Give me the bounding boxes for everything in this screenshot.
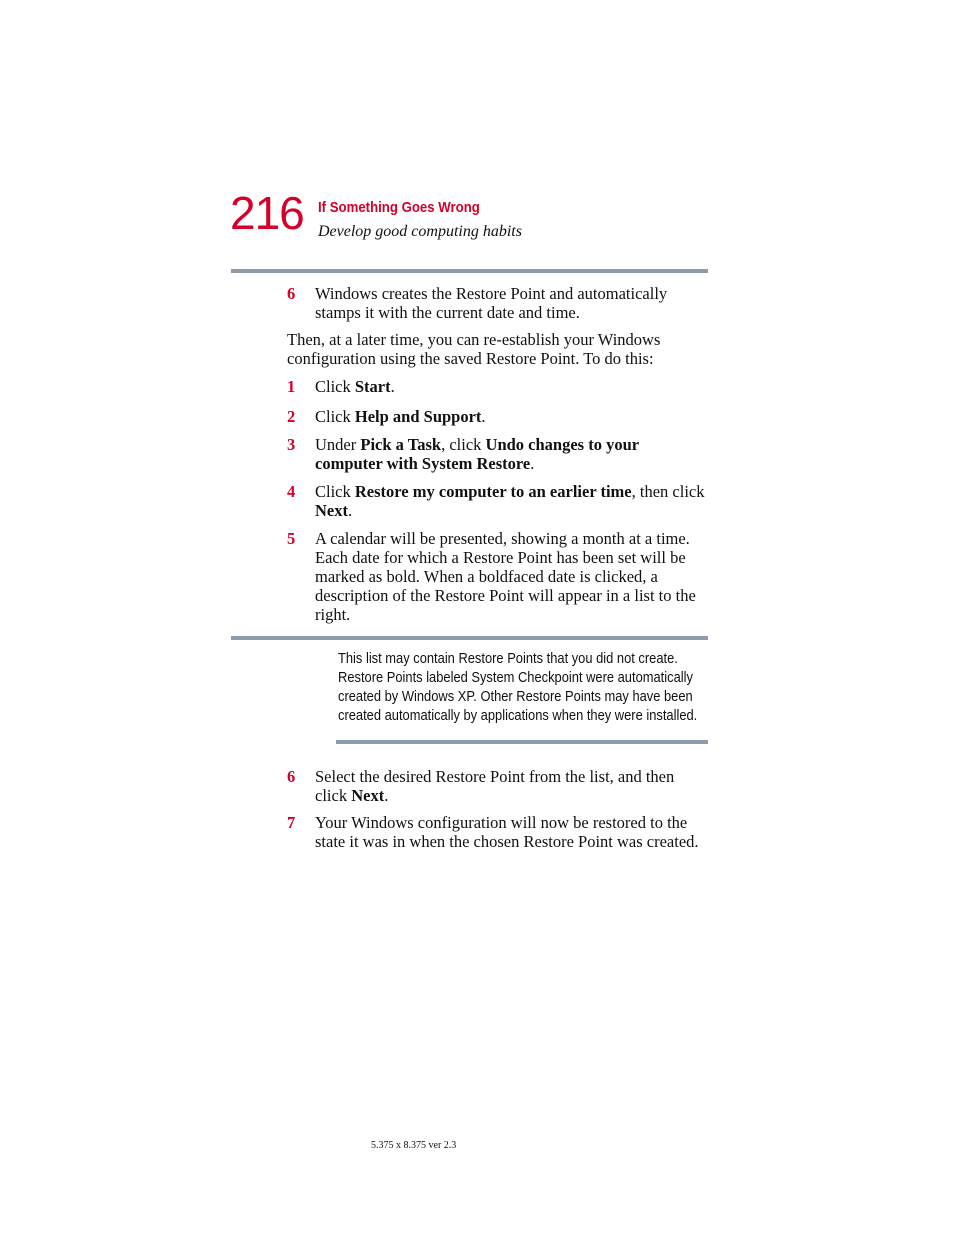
footer-version: 5.375 x 8.375 ver 2.3 (371, 1140, 457, 1151)
step-text: Select the desired Restore Point from the list, and then click Next. (315, 767, 675, 805)
step-text: A calendar will be presented, showing a month at a time. Each date for which a Restore Point has been set will be marked as bold. When a boldfaced date is clicked, a description of the Restore Point will appear in a list to the right. (315, 529, 696, 624)
step-number: 5 (287, 529, 296, 548)
step-item (287, 482, 708, 520)
note-divider-bottom (336, 740, 708, 744)
note-text: This list may contain Restore Points that you did not create. Restore Points labeled System Checkpoint were automatically created by Windows XP. Other Restore Points may have been created automatically by applications when they were installed. (338, 650, 698, 724)
step-number: 6 (287, 767, 296, 786)
top-divider (231, 269, 708, 273)
step-number: 4 (287, 482, 296, 501)
step-number: 1 (287, 377, 296, 396)
step-text: Click Restore my computer to an earlier time, then click Next. (315, 482, 705, 520)
step-item (287, 377, 708, 396)
step-item (287, 407, 708, 426)
step-number: 7 (287, 813, 296, 832)
step-text: Under Pick a Task, click Undo changes to your computer with System Restore. (315, 435, 639, 473)
step-text: Your Windows configuration will now be restored to the state it was in when the chosen Restore Point was created. (315, 813, 699, 851)
step-item (287, 529, 708, 624)
step-number: 6 (287, 284, 296, 303)
page-number: 216 (230, 187, 304, 239)
chapter-title: If Something Goes Wrong (318, 199, 480, 216)
step-text: Click Start. (315, 377, 395, 396)
step-item (287, 435, 708, 473)
note-divider-top (231, 636, 708, 640)
step-item (287, 284, 708, 322)
step-number: 2 (287, 407, 296, 426)
step-item (287, 813, 708, 851)
intro-paragraph: Then, at a later time, you can re-establish your Windows configuration using the saved Restore Point. To do this: (287, 330, 661, 368)
step-text: Windows creates the Restore Point and automatically stamps it with the current date and time. (315, 284, 668, 322)
step-text: Click Help and Support. (315, 407, 486, 426)
step-item (287, 767, 708, 805)
step-number: 3 (287, 435, 296, 454)
section-title: Develop good computing habits (318, 223, 522, 240)
